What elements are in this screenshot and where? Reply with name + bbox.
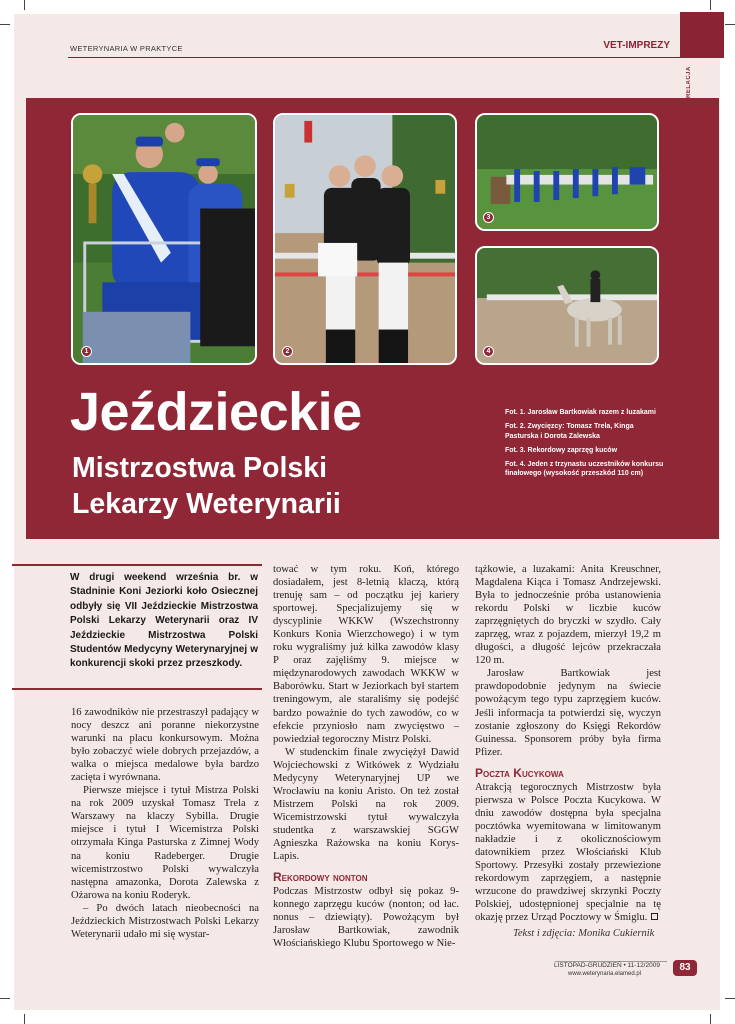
photo-3 bbox=[475, 113, 659, 231]
photo-2 bbox=[273, 113, 457, 365]
article-title: Jeździeckie bbox=[70, 382, 362, 442]
crop-mark bbox=[24, 0, 25, 10]
body-paragraph: tążkowie, a luzakami: Anita Kreuschner, Magdalena Kiąca i Tomasz Andrzejewski. Była to jednocześnie próba ustanowienia rekordu Polski w liczbie kuców zaprzęgniętych do bryczki w szydło. Cały zaprzęg, wraz z pojazdem, mierzył 19,2 m długości, a długość lejców przekraczała 120 m. bbox=[475, 564, 661, 667]
caption: Fot. 1. Jarosław Bartkowiak razem z luzakami bbox=[505, 409, 656, 416]
body-paragraph: tować w tym roku. Koń, którego dosiadałem, jest 8-letnią klaczą, którą trenuję sam – od początku jej kariery sportowej. Specjalizujemy się w dyscyplinie WKKW (Wszechstronny Konkurs Konia Wierzchowego) i w tym roku wygraliśmy już kilka zawodów klasy P oraz zajęliśmy 9. miejsce w międzynarodowych zawodach WKKW w Baborówku. Start w Jeziorkach był startem treningowym, ale staraliśmy się podejść bardzo poważnie do tych zawodów, co w efekcie przyniosło nam zwycięstwo – powiedział tegoroczny Mistrz Polski. bbox=[273, 564, 459, 745]
corner-tab bbox=[680, 12, 724, 58]
photo-captions bbox=[505, 408, 665, 483]
section-heading: Poczta Kucykowa bbox=[475, 765, 564, 780]
body-paragraph: Pierwsze miejsce i tytuł Mistrza Polski na rok 2009 uzyskał Tomasz Trela z Warszawy na klaczy Sybilla. Drugie miejsce i tytuł I Wicemistrza Polski otrzymała Kinga Pasturska z Zimnej Wody na koniu Radeberger. Drugie wicemistrzostwo Polski wywalczyła następna amazonka, Dorota Zalewska z Ożarowa na koniu Roderyk. bbox=[71, 785, 259, 901]
photo-number-badge: 1 bbox=[81, 346, 92, 357]
caption: Fot. 4. Jeden z trzynastu uczestników konkursu finałowego (wysokość przeszkód 110 cm) bbox=[505, 460, 664, 477]
crop-mark bbox=[710, 1014, 711, 1024]
body-paragraph: 16 zawodników nie przestraszył padający w nocy deszcz ani poranne niekorzystne warunki na placu konkursowym. Można było zobaczyć wiele dobrych przejazdów, a walka o miejsca medalowe była bardzo zacięta i wyrównana. bbox=[71, 707, 259, 784]
caption: Fot. 3. Rekordowy zaprzęg kuców bbox=[505, 446, 618, 454]
crop-mark bbox=[0, 998, 10, 999]
section-label: WETERYNARIA W PRAKTYCE bbox=[70, 44, 183, 53]
text-column-1 bbox=[71, 706, 259, 941]
body-paragraph: Podczas Mistrzostw odbył się pokaz 9-konnego zaprzęgu kuców (nonton; od łac. nonus – dziewiąty). Powożącym był Jarosław Bartkowiak, zawodnik Włościańskiego Klubu Sportowego w Nie- bbox=[273, 886, 459, 950]
photo-number-badge: 4 bbox=[483, 346, 494, 357]
photo-number-badge: 2 bbox=[282, 346, 293, 357]
body-text: Atrakcją tegorocznych Mistrzostw była pierwsza w Polsce Poczta Kucykowa. W dniu zawodów dostępna była specjalna pocztówka wyemitowana w limitowanym nakładzie i z okolicznościowym datownikiem przez Włościański Klub Sportowy. Przesyłki zostały przewiezione rekordowym zaprzęgiem, a następnie wrzucone do prawdziwej skrzynki Poczty Polskiej, udostępnionej specjalnie na tę okazję przez Urząd Pocztowy w Śmiglu. bbox=[475, 781, 661, 924]
end-mark-icon bbox=[651, 913, 658, 920]
page-number: 83 bbox=[673, 960, 697, 976]
category-label: VET-IMPREZY bbox=[603, 40, 670, 51]
caption: Fot. 2. Zwycięzcy: Tomasz Trela, Kinga Pasturska i Dorota Zalewska bbox=[505, 423, 634, 440]
crop-mark bbox=[725, 998, 735, 999]
subtitle-line: Mistrzostwa Polski bbox=[72, 452, 327, 484]
issue-info: LISTOPAD-GRUDZIEŃ • 11-12/2009 bbox=[554, 962, 660, 969]
body-paragraph bbox=[475, 781, 661, 925]
photo-4 bbox=[475, 246, 659, 365]
author-credit: Tekst i zdjęcia: Monika Cukiernik bbox=[513, 928, 655, 939]
text-column-3 bbox=[475, 563, 661, 924]
side-label: RELACJA bbox=[686, 66, 692, 98]
body-paragraph: W studenckim finale zwyciężył Dawid Wojciechowski z Witkówek z Wydziału Medycyny Weterynaryjnej UP we Wrocławiu na koniu Aristo. On też został Mistrzem Polski na rok 2009. Wicemistrzowski tytuł wywalczyła studentka z warszawskiej SGGW Agnieszka Rażowska na koniu Korys-Lapis. bbox=[273, 746, 459, 863]
photo-1 bbox=[71, 113, 257, 365]
section-heading: Rekordowy nonton bbox=[273, 870, 368, 885]
text-column-2 bbox=[273, 563, 459, 950]
crop-mark bbox=[725, 24, 735, 25]
website-url: www.weterynaria.elamed.pl bbox=[568, 971, 642, 977]
crop-mark bbox=[24, 1014, 25, 1024]
article-subtitle bbox=[72, 450, 341, 522]
crop-mark bbox=[0, 24, 10, 25]
lead-paragraph: W drugi weekend września br. w Stadninie Koni Jeziorki koło Osiecznej odbyły się VII Jeździeckie Mistrzostwa Polski Lekarzy Weterynarii oraz IV Jeździeckie Mistrzostwa Polski Studentów Medycyny Weterynaryjnej w konkurencji skoki przez przeszkody. bbox=[70, 572, 258, 670]
photo-number-badge: 3 bbox=[483, 212, 494, 223]
crop-mark bbox=[710, 0, 711, 10]
body-paragraph: – Po dwóch latach nieobecności na Jeździeckich Mistrzostwach Polski Lekarzy Weterynarii udało mi się wystar- bbox=[71, 902, 259, 940]
body-paragraph: Jarosław Bartkowiak jest prawdopodobnie jedynym na świecie powożącym tego typu zaprzęgiem kuców. Jeśli informacja ta potwierdzi się, wyczyn zostanie zgłoszony do Księgi Rekordów Guinessa. Sponsorem próby była firma Pfizer. bbox=[475, 668, 661, 758]
header-divider bbox=[68, 57, 680, 58]
subtitle-line: Lekarzy Weterynarii bbox=[72, 488, 341, 520]
